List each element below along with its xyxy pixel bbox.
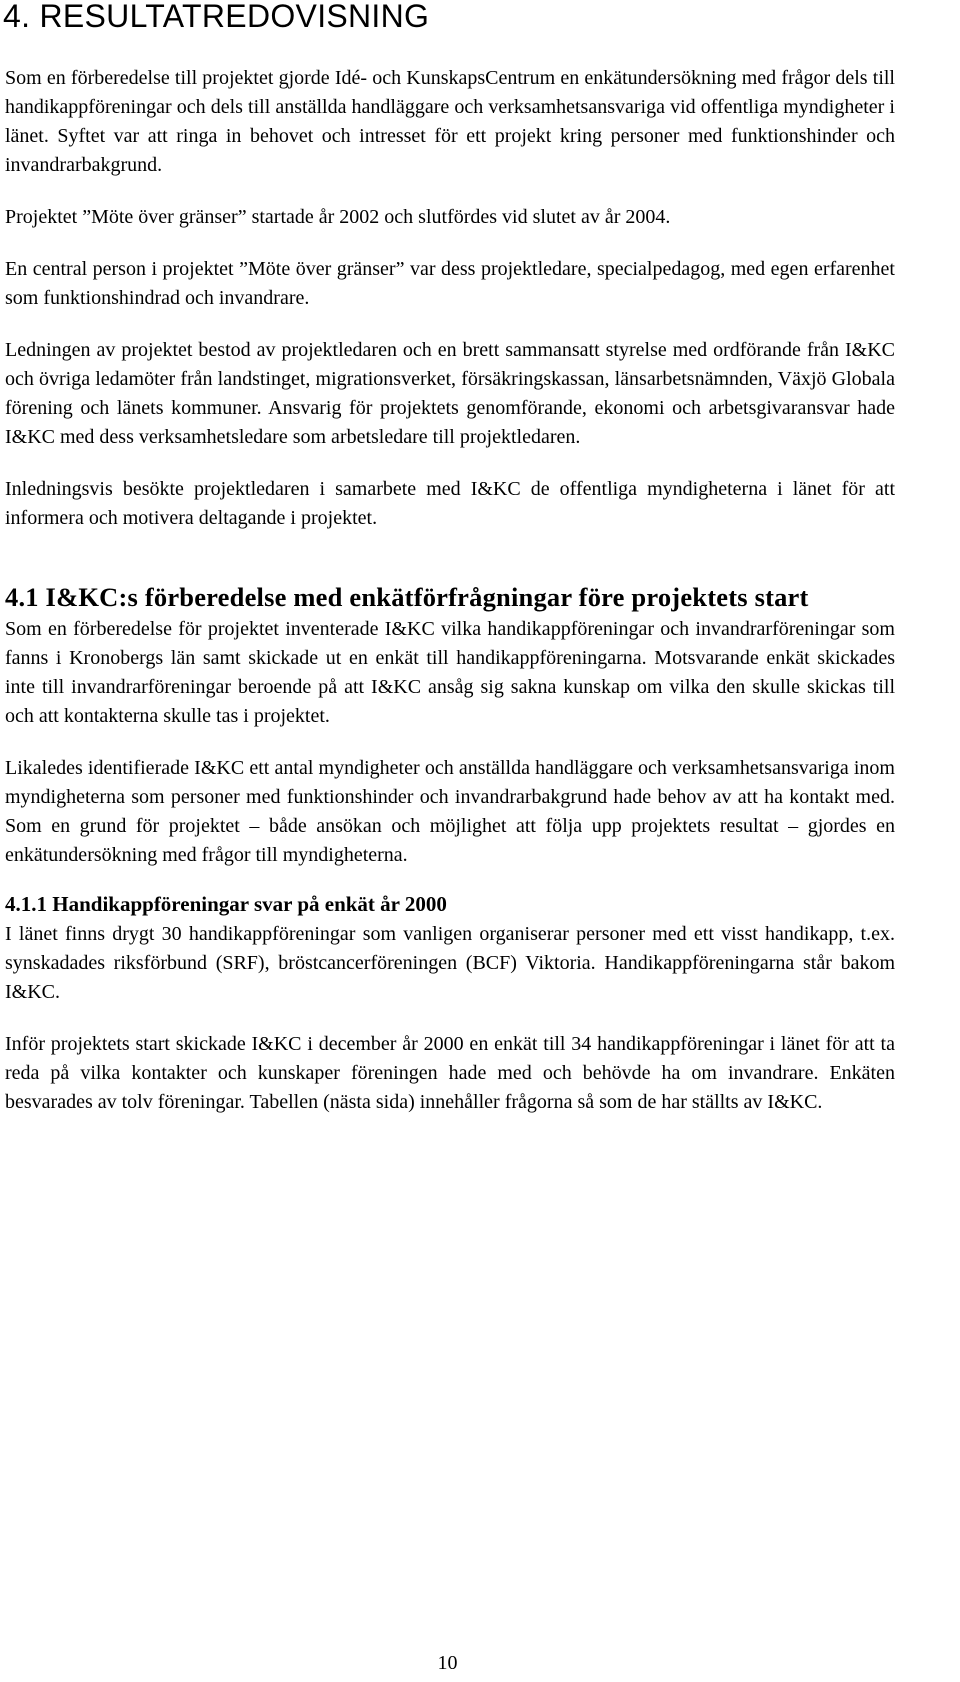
paragraph-4-1-inventory: Som en förberedelse för projektet inventerade I&KC vilka handikappföreningar och invandrarföreningar som fanns i Kronobergs län samt skickade ut en enkät till handikappföreningarna. Motsvarande enkät skickades inte till invandrarföreningar beroende på att I&KC ansåg sig sakna kunskap om vilka den skulle skickas till och att kontakterna skulle tas i projektet. [5, 618, 895, 727]
document-body [5, 64, 895, 1117]
paragraph-intro: Som en förberedelse till projektet gjorde Idé- och KunskapsCentrum en enkätundersökning med frågor dels till handikappföreningar och dels till anställda handläggare och verksamhetsansvariga vid offentliga myndigheter i länet. Syftet var att ringa in behovet och intresset för ett projekt kring personer med funktionshinder och invandrarbakgrund. [5, 67, 895, 176]
paragraph-4-1-authorities: Likaledes identifierade I&KC ett antal myndigheter och anställda handläggare och verksamhetsansvariga inom myndigheterna som personer med funktionshinder och invandrarbakgrund hade behov av att ha kontakt med. Som en grund för projektet – både ansökan och möjlighet att följa upp projektets resultat – gjordes en enkätundersökning med frågor till myndigheterna. [5, 757, 895, 866]
paragraph-management: Ledningen av projektet bestod av projektledaren och en brett sammansatt styrelse med ordförande från I&KC och övriga ledamöter från landstinget, migrationsverket, försäkringskassan, länsarbetsnämnden, Växjö Globala förening och länets kommuner. Ansvarig för projektets genomförande, ekonomi och arbetsgivaransvar hade I&KC med dess verksamhetsledare som arbetsledare till projektledaren. [5, 339, 895, 448]
paragraph-project-leader: En central person i projektet ”Möte över gränser” var dess projektledare, specialpedagog, med egen erfarenhet som funktionshindrad och invandrare. [5, 258, 895, 309]
paragraph-4-1-1-survey: Inför projektets start skickade I&KC i december år 2000 en enkät till 34 handikappföreningar i länet för att ta reda på vilka kontakter och kunskaper föreningen hade med och behövde ha om invandrare. Enkäten besvarades av tolv föreningar. Tabellen (nästa sida) innehåller frågorna så som de har ställts av I&KC. [5, 1033, 895, 1113]
page-number: 10 [437, 1652, 458, 1674]
subsection-heading-4-1-1: 4.1.1 Handikappföreningar svar på enkät år 2000 [5, 892, 447, 916]
subsection-heading-4-1: 4.1 I&KC:s förberedelse med enkätförfrågningar före projektets start [5, 582, 809, 612]
section-heading: 4. RESULTATREDOVISNING [3, 0, 430, 34]
paragraph-initial-visits: Inledningsvis besökte projektledaren i samarbete med I&KC de offentliga myndigheterna i länet för att informera och motivera deltagande i projektet. [5, 478, 895, 529]
paragraph-project-period: Projektet ”Möte över gränser” startade år 2002 och slutfördes vid slutet av år 2004. [5, 206, 671, 228]
paragraph-4-1-1-associations: I länet finns drygt 30 handikappföreningar som vanligen organiserar personer med ett visst handikapp, t.ex. synskadades riksförbund (SRF), bröstcancerföreningen (BCF) Viktoria. Handikappföreningarna står bakom I&KC. [5, 923, 895, 1003]
